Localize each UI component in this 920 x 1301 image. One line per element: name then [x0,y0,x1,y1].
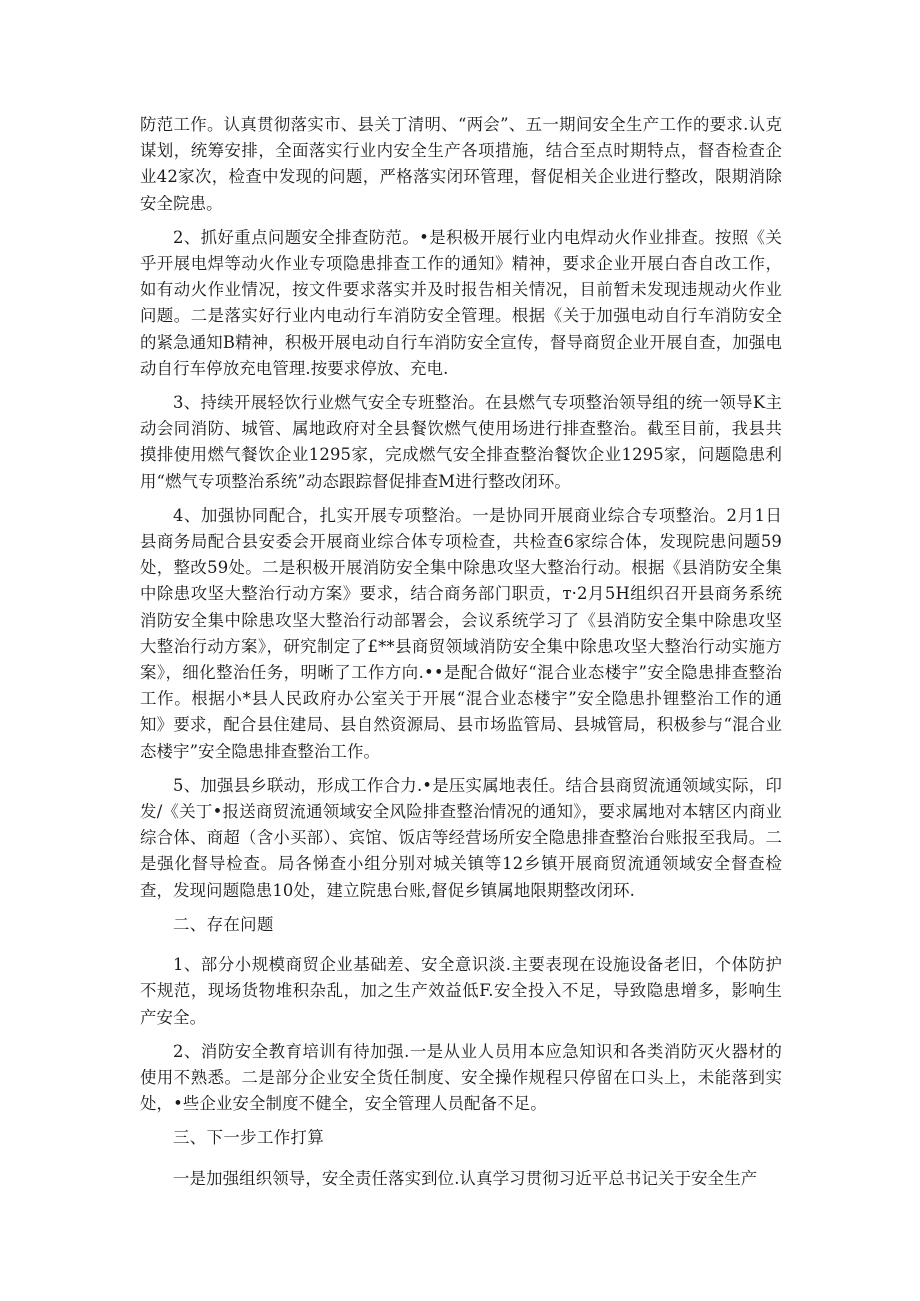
paragraph-item-3: 3、持续开展轻饮行业燃气安全专班整治。在县燃气专项整治领导组的统一领导K主动会同消防、城管、属地政府对全县餐饮燃气使用场进行排查整治。截至目前，我县共摸排使用燃气餐饮企业1295家，完成燃气安全排查整治餐饮企业1295家，问题隐患利用“燃气专项整治系统”动态跟踪督促排查M进行整改闭环。 [140,393,782,491]
paragraph-item-4: 4、加强协同配合，扎实开展专项整治。一是协同开展商业综合专项整治。2月1日县商务局配合县安委会开展商业综合体专项检查，共检查6家综合体，发现院患问题59处，整改59处。二是积极开展消防安全集中除患攻坚大整治行动。根据《县消防安全集中除患攻坚大整治行动方案》要求，结合商务部门职贡，т·2月5H组织召开县商务系统消防安全集中除患攻坚大整治行动部署会，会议系统学习了《县消防安全集中除患攻坚大整治行动方案》，研究制定了£**县商贸领域消防安全集中除患攻坚大整治行动实施方案》，细化整治任务，明晰了工作方向.••是配合做好“混合业态楼宇”安全隐患排查整治工作。根据小*县人民政府办公室关于开展“混合业态楼宇”安全隐患扑锂整治工作的通知》要求，配合县住建局、县自然资源局、县市场监管局、县城管局，积极参与“混合业态楼宇”安全隐患排查整治工作。 [140,505,782,761]
paragraph-intro-continuation: 防范工作。认真贯彻落实市、县关丁清明、“两会”、五一期间安全生产工作的要求.认克谋划，统筹安排，全面落实行业内安全生产各项措施，结合至点时期特点，督杳检查企业42家次，检查中发现的问题，严格落实闭环管理，督促相关企业进行整改，限期消除安全院患。 [140,115,782,213]
paragraph-next-step-1: 一是加强组织领导，安全责任落实到位.认真学习贯彻习近平总书记关于安全生产 [173,1168,758,1188]
paragraph-problem-1: 1、部分小规模商贸企业基础差、安全意识淡.主要表现在设施设备老旧，个体防护不规范，现场货物堆积杂乱，加之生产效益低F.安全投入不足，导致隐患增多，影响生产安全。 [140,955,782,1027]
section-heading-problems: 二、存在问题 [173,914,274,934]
paragraph-item-2: 2、抓好重点问题安全排查防范。•是积极开展行业内电焊动火作业排查。按照《关乎开展电焊等动火作业专项隐患排查工作的通知》精神，要求企业开展白杳自改工作，如有动火作业情况，按文件要求落实并及时报告相关情况，目前暂未发现违规动火作业问题。二是落实好行业内电动行车消防安全管理。根据《关于加强电动自行车消防安全的紧急通知B精神，积极开展电动自行车消防安全宣传，督导商贸企业开展自查，加强电动自行车停放充电管理.按要求停放、充电. [140,227,782,378]
document-page [140,112,782,1200]
paragraph-problem-2: 2、消防安全教育培训有待加强.一是从业人员用本应急知识和各类消防灭火器材的使用不熟悉。二是部分企业安全货任制度、安全操作规程只停留在口头上，未能落到实处，•些企业安全制度不健全，安全管理人员配备不足。 [140,1041,782,1114]
section-heading-next-steps: 三、下一步工作打算 [173,1128,325,1148]
paragraph-item-5: 5、加强县乡联动，形成工作合力.•是压实属地表任。结合县商贸流通领域实际，印发/《关丁•报送商贸流通领域安全风险排查整治情况的通知》，要求属地对本辖区内商业综合体、商超（含小买部）、宾馆、饭店等经营场所安全隐患排查整治台账报至我局。二是强化督导检查。局各悌查小组分别对城关镇等12乡镇开展商贸流通领域安全督查检查，发现问题隐患10处，建立院患台账,督促乡镇属地限期整改闭环. [140,775,782,900]
